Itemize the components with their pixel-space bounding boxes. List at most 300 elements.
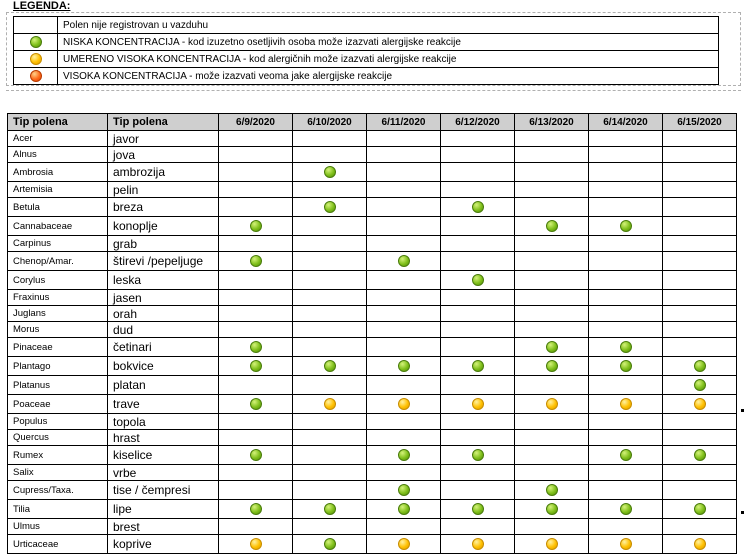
concentration-cell xyxy=(663,252,737,271)
pollen-latin-name: Carpinus xyxy=(8,236,108,252)
pollen-latin-name: Poaceae xyxy=(8,395,108,414)
concentration-cell xyxy=(589,535,663,554)
concentration-cell xyxy=(219,465,293,481)
pollen-local-name: brest xyxy=(108,519,219,535)
pollen-local-name: orah xyxy=(108,306,219,322)
concentration-cell xyxy=(367,481,441,500)
pollen-local-name: topola xyxy=(108,414,219,430)
header-date: 6/11/2020 xyxy=(367,114,441,131)
concentration-cell xyxy=(515,131,589,147)
concentration-cell xyxy=(663,147,737,163)
concentration-cell xyxy=(367,217,441,236)
concentration-cell xyxy=(219,306,293,322)
table-row xyxy=(8,236,737,252)
pollen-local-name: ambrozija xyxy=(108,163,219,182)
concentration-cell xyxy=(441,271,515,290)
table-row xyxy=(8,481,737,500)
concentration-cell xyxy=(663,357,737,376)
yellow-circle-icon xyxy=(250,538,262,550)
concentration-cell xyxy=(663,306,737,322)
concentration-cell xyxy=(367,306,441,322)
yellow-circle-icon xyxy=(546,398,558,410)
table-row xyxy=(8,147,737,163)
pollen-local-name: jasen xyxy=(108,290,219,306)
concentration-cell xyxy=(219,198,293,217)
pollen-local-name: platan xyxy=(108,376,219,395)
concentration-cell xyxy=(663,414,737,430)
concentration-cell xyxy=(663,481,737,500)
concentration-cell xyxy=(441,147,515,163)
pollen-local-name: trave xyxy=(108,395,219,414)
pollen-local-name: lipe xyxy=(108,500,219,519)
yellow-circle-icon xyxy=(398,398,410,410)
concentration-cell xyxy=(663,535,737,554)
concentration-cell xyxy=(589,236,663,252)
concentration-cell xyxy=(293,338,367,357)
concentration-cell xyxy=(367,147,441,163)
concentration-cell xyxy=(219,481,293,500)
concentration-cell xyxy=(515,395,589,414)
header-latin-type: Tip polena xyxy=(8,114,108,131)
concentration-cell xyxy=(293,163,367,182)
green-circle-icon xyxy=(546,503,558,515)
green-circle-icon xyxy=(694,503,706,515)
green-circle-icon xyxy=(620,449,632,461)
concentration-cell xyxy=(293,430,367,446)
concentration-cell xyxy=(219,535,293,554)
concentration-cell xyxy=(367,271,441,290)
table-row xyxy=(8,500,737,519)
concentration-cell xyxy=(441,163,515,182)
pollen-latin-name: Corylus xyxy=(8,271,108,290)
concentration-cell xyxy=(663,338,737,357)
green-circle-icon xyxy=(250,503,262,515)
concentration-cell xyxy=(441,322,515,338)
green-circle-icon xyxy=(620,341,632,353)
pollen-latin-name: Ambrosia xyxy=(8,163,108,182)
legend-row xyxy=(14,17,719,34)
concentration-cell xyxy=(515,376,589,395)
table-row xyxy=(8,414,737,430)
concentration-cell xyxy=(515,430,589,446)
concentration-cell xyxy=(441,414,515,430)
green-circle-icon xyxy=(546,484,558,496)
concentration-cell xyxy=(367,252,441,271)
green-circle-icon xyxy=(620,360,632,372)
pollen-latin-name: Pinaceae xyxy=(8,338,108,357)
concentration-cell xyxy=(441,306,515,322)
pollen-latin-name: Alnus xyxy=(8,147,108,163)
green-circle-icon xyxy=(250,341,262,353)
legend-row xyxy=(14,51,719,68)
green-circle-icon xyxy=(398,449,410,461)
pollen-local-name: konoplje xyxy=(108,217,219,236)
concentration-cell xyxy=(589,290,663,306)
pollen-local-name: dud xyxy=(108,322,219,338)
green-circle-icon xyxy=(250,449,262,461)
green-circle-icon xyxy=(472,201,484,213)
concentration-cell xyxy=(663,500,737,519)
concentration-cell xyxy=(441,252,515,271)
header-local-type: Tip polena xyxy=(108,114,219,131)
concentration-cell xyxy=(367,338,441,357)
concentration-cell xyxy=(515,271,589,290)
concentration-cell xyxy=(589,182,663,198)
concentration-cell xyxy=(663,131,737,147)
pollen-latin-name: Plantago xyxy=(8,357,108,376)
green-circle-icon xyxy=(694,449,706,461)
yellow-circle-icon xyxy=(472,538,484,550)
table-row xyxy=(8,217,737,236)
concentration-cell xyxy=(219,217,293,236)
header-date: 6/12/2020 xyxy=(441,114,515,131)
concentration-cell xyxy=(441,217,515,236)
header-date: 6/9/2020 xyxy=(219,114,293,131)
concentration-cell xyxy=(441,357,515,376)
concentration-cell xyxy=(441,481,515,500)
legend-row xyxy=(14,34,719,51)
pollen-latin-name: Cannabaceae xyxy=(8,217,108,236)
yellow-circle-icon xyxy=(620,398,632,410)
concentration-cell xyxy=(589,306,663,322)
table-row xyxy=(8,322,737,338)
green-circle-icon xyxy=(398,255,410,267)
concentration-cell xyxy=(589,147,663,163)
concentration-cell xyxy=(219,446,293,465)
green-circle-icon xyxy=(472,360,484,372)
green-circle-icon xyxy=(472,503,484,515)
pollen-local-name: pelin xyxy=(108,182,219,198)
concentration-cell xyxy=(441,376,515,395)
concentration-cell xyxy=(293,357,367,376)
concentration-cell xyxy=(293,236,367,252)
concentration-cell xyxy=(589,338,663,357)
header-date: 6/10/2020 xyxy=(293,114,367,131)
legend-row xyxy=(14,68,719,85)
pollen-latin-name: Artemisia xyxy=(8,182,108,198)
concentration-cell xyxy=(367,465,441,481)
legend-symbol xyxy=(14,17,58,34)
concentration-cell xyxy=(589,414,663,430)
pollen-latin-name: Juglans xyxy=(8,306,108,322)
pollen-latin-name: Ulmus xyxy=(8,519,108,535)
concentration-cell xyxy=(219,395,293,414)
concentration-cell xyxy=(589,446,663,465)
table-row xyxy=(8,163,737,182)
concentration-cell xyxy=(219,147,293,163)
concentration-cell xyxy=(293,481,367,500)
green-circle-icon xyxy=(472,449,484,461)
concentration-cell xyxy=(293,395,367,414)
concentration-cell xyxy=(515,182,589,198)
concentration-cell xyxy=(367,376,441,395)
concentration-cell xyxy=(219,338,293,357)
concentration-cell xyxy=(663,465,737,481)
concentration-cell xyxy=(367,163,441,182)
concentration-cell xyxy=(367,446,441,465)
header-date: 6/14/2020 xyxy=(589,114,663,131)
yellow-circle-icon xyxy=(694,538,706,550)
concentration-cell xyxy=(663,446,737,465)
concentration-cell xyxy=(589,376,663,395)
concentration-cell xyxy=(367,290,441,306)
pollen-latin-name: Tilia xyxy=(8,500,108,519)
concentration-cell xyxy=(441,446,515,465)
concentration-cell xyxy=(367,357,441,376)
concentration-cell xyxy=(219,290,293,306)
table-row xyxy=(8,357,737,376)
table-header-row xyxy=(8,114,737,131)
concentration-cell xyxy=(441,198,515,217)
concentration-cell xyxy=(367,322,441,338)
concentration-cell xyxy=(293,376,367,395)
green-circle-icon xyxy=(694,379,706,391)
green-circle-icon xyxy=(546,220,558,232)
green-circle-icon xyxy=(324,503,336,515)
legend-title: LEGENDA: xyxy=(13,0,71,12)
concentration-cell xyxy=(515,252,589,271)
green-circle-icon xyxy=(324,538,336,550)
table-row xyxy=(8,182,737,198)
green-circle-icon xyxy=(694,360,706,372)
header-date: 6/15/2020 xyxy=(663,114,737,131)
concentration-cell xyxy=(663,376,737,395)
concentration-cell xyxy=(293,535,367,554)
concentration-cell xyxy=(663,430,737,446)
green-circle-icon xyxy=(250,220,262,232)
green-circle-icon xyxy=(398,503,410,515)
concentration-cell xyxy=(219,182,293,198)
pollen-local-name: grab xyxy=(108,236,219,252)
green-circle-icon xyxy=(30,36,42,48)
concentration-cell xyxy=(441,535,515,554)
concentration-cell xyxy=(367,236,441,252)
table-row xyxy=(8,198,737,217)
green-circle-icon xyxy=(398,484,410,496)
pollen-latin-name: Rumex xyxy=(8,446,108,465)
concentration-cell xyxy=(441,236,515,252)
table-row xyxy=(8,465,737,481)
concentration-cell xyxy=(663,322,737,338)
pollen-latin-name: Cupress/Taxa. xyxy=(8,481,108,500)
pollen-local-name: četinari xyxy=(108,338,219,357)
table-row xyxy=(8,271,737,290)
legend-text: Polen nije registrovan u vazduhu xyxy=(58,17,719,34)
pollen-table xyxy=(7,113,737,554)
table-row xyxy=(8,535,737,554)
concentration-cell xyxy=(589,500,663,519)
concentration-cell xyxy=(589,395,663,414)
concentration-cell xyxy=(293,500,367,519)
concentration-cell xyxy=(515,535,589,554)
concentration-cell xyxy=(589,430,663,446)
concentration-cell xyxy=(441,182,515,198)
concentration-cell xyxy=(515,306,589,322)
concentration-cell xyxy=(367,430,441,446)
concentration-cell xyxy=(441,290,515,306)
edge-marker xyxy=(741,409,744,412)
concentration-cell xyxy=(219,236,293,252)
green-circle-icon xyxy=(324,201,336,213)
concentration-cell xyxy=(515,481,589,500)
pollen-local-name: tise / čempresi xyxy=(108,481,219,500)
table-row xyxy=(8,252,737,271)
pollen-latin-name: Morus xyxy=(8,322,108,338)
green-circle-icon xyxy=(250,398,262,410)
concentration-cell xyxy=(441,500,515,519)
pollen-latin-name: Acer xyxy=(8,131,108,147)
table-row xyxy=(8,446,737,465)
yellow-circle-icon xyxy=(546,538,558,550)
pollen-local-name: bokvice xyxy=(108,357,219,376)
concentration-cell xyxy=(589,465,663,481)
concentration-cell xyxy=(293,446,367,465)
concentration-cell xyxy=(663,198,737,217)
legend-text: VISOKA KONCENTRACIJA - može izazvati veoma jake alergijske reakcije xyxy=(58,68,719,85)
concentration-cell xyxy=(515,500,589,519)
table-row xyxy=(8,338,737,357)
concentration-cell xyxy=(367,131,441,147)
green-circle-icon xyxy=(546,341,558,353)
concentration-cell xyxy=(219,131,293,147)
concentration-cell xyxy=(219,357,293,376)
green-circle-icon xyxy=(546,360,558,372)
green-circle-icon xyxy=(620,220,632,232)
yellow-circle-icon xyxy=(694,398,706,410)
green-circle-icon xyxy=(250,255,262,267)
concentration-cell xyxy=(293,306,367,322)
concentration-cell xyxy=(293,271,367,290)
edge-marker xyxy=(741,511,744,514)
concentration-cell xyxy=(589,271,663,290)
pollen-latin-name: Populus xyxy=(8,414,108,430)
concentration-cell xyxy=(367,395,441,414)
concentration-cell xyxy=(589,322,663,338)
concentration-cell xyxy=(219,322,293,338)
concentration-cell xyxy=(441,430,515,446)
yellow-circle-icon xyxy=(620,538,632,550)
green-circle-icon xyxy=(620,503,632,515)
green-circle-icon xyxy=(398,360,410,372)
green-circle-icon xyxy=(324,166,336,178)
concentration-cell xyxy=(293,252,367,271)
table-row xyxy=(8,376,737,395)
concentration-cell xyxy=(441,395,515,414)
legend-symbol xyxy=(14,51,58,68)
concentration-cell xyxy=(219,414,293,430)
concentration-cell xyxy=(515,290,589,306)
concentration-cell xyxy=(293,182,367,198)
concentration-cell xyxy=(589,357,663,376)
concentration-cell xyxy=(589,163,663,182)
concentration-cell xyxy=(589,198,663,217)
concentration-cell xyxy=(515,147,589,163)
pollen-local-name: breza xyxy=(108,198,219,217)
concentration-cell xyxy=(293,465,367,481)
pollen-latin-name: Fraxinus xyxy=(8,290,108,306)
concentration-cell xyxy=(515,322,589,338)
concentration-cell xyxy=(367,198,441,217)
concentration-cell xyxy=(441,338,515,357)
concentration-cell xyxy=(515,446,589,465)
legend-text: NISKA KONCENTRACIJA - kod izuzetno osetljivih osoba može izazvati alergijske reakcije xyxy=(58,34,719,51)
pollen-local-name: kiselice xyxy=(108,446,219,465)
concentration-cell xyxy=(663,163,737,182)
legend-symbol xyxy=(14,34,58,51)
concentration-cell xyxy=(589,131,663,147)
concentration-cell xyxy=(219,271,293,290)
table-row xyxy=(8,306,737,322)
concentration-cell xyxy=(293,290,367,306)
concentration-cell xyxy=(515,338,589,357)
pollen-local-name: koprive xyxy=(108,535,219,554)
concentration-cell xyxy=(663,290,737,306)
concentration-cell xyxy=(441,465,515,481)
concentration-cell xyxy=(293,131,367,147)
concentration-cell xyxy=(515,465,589,481)
concentration-cell xyxy=(515,163,589,182)
pollen-local-name: hrast xyxy=(108,430,219,446)
concentration-cell xyxy=(219,500,293,519)
yellow-circle-icon xyxy=(398,538,410,550)
concentration-cell xyxy=(219,430,293,446)
green-circle-icon xyxy=(472,274,484,286)
concentration-cell xyxy=(515,217,589,236)
concentration-cell xyxy=(293,414,367,430)
concentration-cell xyxy=(441,131,515,147)
concentration-cell xyxy=(515,236,589,252)
concentration-cell xyxy=(663,217,737,236)
concentration-cell xyxy=(663,236,737,252)
yellow-circle-icon xyxy=(30,53,42,65)
concentration-cell xyxy=(219,376,293,395)
pollen-latin-name: Salix xyxy=(8,465,108,481)
concentration-cell xyxy=(515,198,589,217)
green-circle-icon xyxy=(250,360,262,372)
legend-table xyxy=(13,16,719,85)
concentration-cell xyxy=(219,163,293,182)
green-circle-icon xyxy=(324,360,336,372)
pollen-latin-name: Quercus xyxy=(8,430,108,446)
concentration-cell xyxy=(515,357,589,376)
table-row xyxy=(8,395,737,414)
concentration-cell xyxy=(663,395,737,414)
header-date: 6/13/2020 xyxy=(515,114,589,131)
table-row xyxy=(8,290,737,306)
concentration-cell xyxy=(219,252,293,271)
pollen-local-name: jova xyxy=(108,147,219,163)
pollen-local-name: vrbe xyxy=(108,465,219,481)
concentration-cell xyxy=(293,322,367,338)
concentration-cell xyxy=(589,481,663,500)
concentration-cell xyxy=(293,217,367,236)
concentration-cell xyxy=(293,147,367,163)
concentration-cell xyxy=(663,182,737,198)
concentration-cell xyxy=(367,535,441,554)
pollen-latin-name: Urticaceae xyxy=(8,535,108,554)
concentration-cell xyxy=(367,500,441,519)
section-divider xyxy=(6,90,741,91)
red-circle-icon xyxy=(30,70,42,82)
pollen-latin-name: Platanus xyxy=(8,376,108,395)
concentration-cell xyxy=(589,252,663,271)
concentration-cell xyxy=(293,198,367,217)
yellow-circle-icon xyxy=(324,398,336,410)
concentration-cell xyxy=(515,414,589,430)
pollen-latin-name: Betula xyxy=(8,198,108,217)
table-row xyxy=(8,131,737,147)
table-row xyxy=(8,430,737,446)
